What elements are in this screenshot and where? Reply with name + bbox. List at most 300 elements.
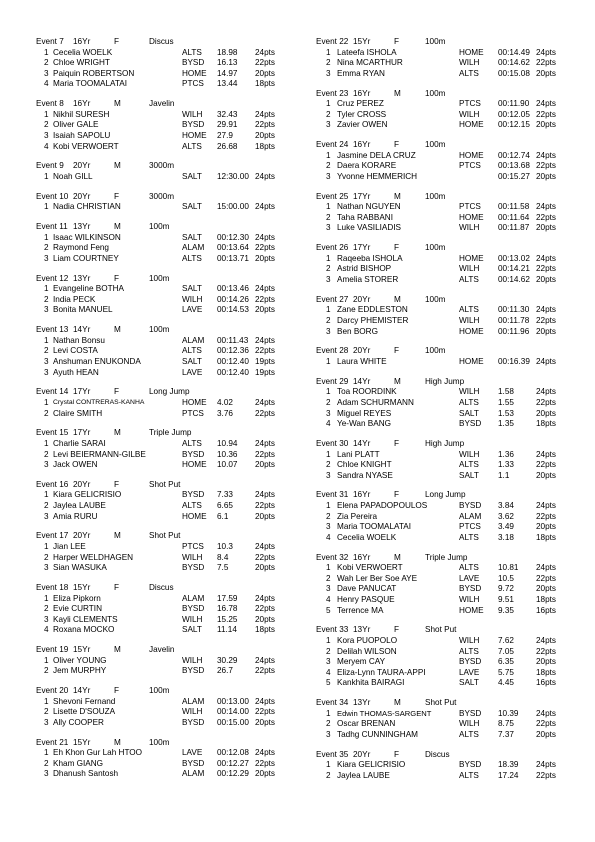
- event-header: [316, 490, 566, 501]
- result-row: [36, 594, 290, 605]
- result-place: 1: [44, 438, 49, 448]
- result-row: [36, 110, 290, 121]
- club-code: BYSD: [182, 58, 205, 68]
- club-code: WILH: [182, 655, 203, 665]
- result-mark: 10.81: [498, 563, 519, 573]
- club-code: HOME: [459, 120, 484, 130]
- event-age-group: 17Yr: [73, 387, 91, 397]
- event-number: Event 25: [316, 191, 349, 201]
- event-block: [36, 325, 290, 378]
- result-mark: 7.05: [498, 646, 514, 656]
- result-mark: 7.5: [217, 563, 229, 573]
- event-number: Event 12: [36, 273, 69, 283]
- club-code: ALAM: [459, 511, 482, 521]
- event-block: [36, 531, 290, 573]
- result-mark: 00:11.43: [217, 335, 249, 345]
- result-mark: 9.72: [498, 584, 514, 594]
- result-place: 2: [326, 109, 331, 119]
- result-place: 3: [326, 223, 331, 233]
- result-points: 24pts: [255, 109, 276, 119]
- athlete-name: Taha RABBANI: [337, 212, 393, 222]
- result-points: 20pts: [255, 563, 276, 573]
- athlete-name: Lisette D'SOUZA: [53, 707, 116, 717]
- result-points: 18pts: [536, 595, 557, 604]
- result-place: 2: [44, 666, 49, 676]
- event-name: Discus: [149, 583, 174, 592]
- result-points: 20pts: [255, 769, 276, 779]
- result-mark: 8.75: [498, 719, 514, 729]
- athlete-name: Raymond Feng: [53, 243, 109, 253]
- result-row: [316, 213, 566, 224]
- result-points: 24pts: [536, 760, 557, 770]
- result-place: 4: [326, 667, 331, 677]
- event-number: Event 17: [36, 531, 69, 541]
- club-code: ALTS: [459, 563, 479, 573]
- result-row: [316, 522, 566, 533]
- result-row: [316, 563, 566, 574]
- athlete-name: Raqeeba ISHOLA: [337, 253, 403, 263]
- result-mark: 00:16.39: [498, 356, 530, 366]
- result-mark: 6.35: [498, 657, 514, 667]
- event-number: Event 31: [316, 490, 349, 500]
- result-points: 22pts: [536, 109, 557, 119]
- event-header: [316, 140, 566, 151]
- result-place: 2: [326, 264, 331, 274]
- result-place: 3: [326, 326, 331, 336]
- event-age-group: 16Yr: [73, 99, 91, 109]
- result-place: 1: [326, 501, 331, 511]
- athlete-name: Cruz PEREZ: [337, 99, 384, 109]
- result-place: 4: [326, 595, 331, 604]
- event-name: 100m: [425, 88, 446, 98]
- athlete-name: Nadia CHRISTIAN: [53, 202, 121, 212]
- event-header: [316, 89, 566, 100]
- athlete-name: Nikhil SURESH: [53, 109, 110, 119]
- result-row: [36, 305, 290, 316]
- club-code: SALT: [182, 625, 202, 635]
- result-mark: 12:30.00: [217, 171, 249, 181]
- result-row: [36, 450, 290, 461]
- event-name: Javelin: [149, 645, 175, 655]
- event-name: 100m: [425, 294, 446, 304]
- result-place: 1: [44, 47, 49, 57]
- athlete-name: Oscar BRENAN: [337, 719, 396, 729]
- result-points: 22pts: [255, 294, 276, 304]
- result-row: [316, 316, 566, 327]
- result-points: 24pts: [536, 501, 557, 511]
- result-place: 2: [326, 646, 331, 656]
- club-code: ALTS: [459, 460, 479, 470]
- result-mark: 00:13.00: [217, 696, 249, 706]
- event-number: Event 10: [36, 191, 69, 201]
- result-place: 4: [44, 79, 49, 89]
- event-name: Long Jump: [149, 387, 190, 397]
- event-sex: F: [394, 346, 400, 356]
- result-points: 20pts: [536, 223, 557, 233]
- result-points: 20pts: [255, 614, 276, 624]
- result-mark: 00:12.05: [498, 109, 530, 119]
- result-row: [316, 584, 566, 595]
- result-points: 22pts: [255, 501, 276, 511]
- result-row: [316, 419, 566, 430]
- result-mark: 1.1: [498, 470, 510, 480]
- event-age-group: 15Yr: [73, 737, 91, 747]
- athlete-name: Kham GIANG: [53, 758, 104, 768]
- athlete-name: Wah Ler Ber Soe AYE: [337, 573, 418, 583]
- result-points: 22pts: [255, 758, 276, 768]
- athlete-name: Nathan Bonsu: [53, 335, 105, 345]
- event-header: [316, 377, 566, 388]
- result-row: [36, 439, 290, 450]
- athlete-name: Eh Khon Gur Lah HTOO: [53, 748, 143, 758]
- result-row: [36, 131, 290, 142]
- event-name: High Jump: [425, 376, 465, 386]
- result-points: 22pts: [536, 719, 557, 729]
- event-number: Event 11: [36, 222, 68, 232]
- event-block: [36, 161, 290, 182]
- result-mark: 00:11.87: [498, 223, 530, 233]
- result-mark: 1.53: [498, 408, 514, 418]
- event-sex: M: [114, 161, 121, 171]
- event-header: [316, 192, 566, 203]
- result-points: 24pts: [255, 593, 276, 603]
- result-place: 1: [326, 708, 331, 718]
- event-name: 100m: [425, 140, 446, 150]
- result-mark: 00:12.40: [217, 356, 249, 366]
- club-code: WILH: [459, 387, 480, 397]
- event-age-group: 14Yr: [353, 438, 371, 448]
- club-code: WILH: [459, 595, 480, 604]
- event-header: [36, 161, 290, 172]
- athlete-name: Dhanush Santosh: [53, 769, 119, 779]
- club-code: SALT: [182, 202, 202, 212]
- result-place: 1: [326, 563, 331, 573]
- athlete-name: Chloe WRIGHT: [53, 58, 110, 68]
- event-age-group: 20Yr: [73, 191, 91, 201]
- athlete-name: Jaylea LAUBE: [53, 501, 106, 511]
- result-mark: 29.91: [217, 120, 238, 130]
- event-header: [36, 738, 290, 749]
- result-mark: 00:11.90: [498, 99, 530, 109]
- event-sex: F: [394, 140, 400, 150]
- event-age-group: 15Yr: [73, 645, 91, 655]
- event-name: 100m: [149, 325, 170, 335]
- result-place: 2: [326, 460, 331, 470]
- club-code: WILH: [459, 58, 480, 68]
- result-mark: 00:15.08: [498, 68, 530, 78]
- event-age-group: 16Yr: [73, 37, 91, 46]
- result-place: 2: [44, 408, 49, 418]
- result-points: 24pts: [255, 490, 276, 500]
- athlete-name: Zane EDDLESTON: [337, 305, 408, 315]
- result-mark: 1.36: [498, 449, 514, 459]
- club-code: ALTS: [182, 501, 202, 511]
- result-place: 1: [326, 449, 331, 459]
- result-points: 22pts: [536, 770, 557, 780]
- result-mark: 00:14.21: [498, 264, 530, 274]
- club-code: WILH: [182, 614, 203, 624]
- athlete-name: Jian LEE: [53, 542, 86, 552]
- event-header: [316, 346, 566, 357]
- result-mark: 17.24: [498, 770, 519, 780]
- result-place: 1: [44, 655, 49, 665]
- event-block: [36, 37, 290, 90]
- result-mark: 3.49: [498, 522, 514, 532]
- athlete-name: Luke VASILIADIS: [337, 223, 402, 233]
- event-header: [36, 222, 290, 233]
- result-place: 2: [44, 501, 49, 511]
- result-row: [316, 69, 566, 80]
- club-code: ALAM: [182, 696, 205, 706]
- result-mark: 10.3: [217, 542, 233, 552]
- club-code: LAVE: [182, 367, 203, 377]
- club-code: ALTS: [459, 770, 479, 780]
- club-code: ALTS: [459, 729, 479, 739]
- result-row: [316, 387, 566, 398]
- event-block: [316, 553, 566, 617]
- result-place: 1: [44, 202, 49, 212]
- athlete-name: Terrence MA: [337, 605, 384, 615]
- result-mark: 16.78: [217, 604, 238, 614]
- athlete-name: India PECK: [53, 294, 96, 304]
- event-number: Event 20: [36, 686, 69, 696]
- result-points: 20pts: [536, 729, 557, 739]
- event-block: [316, 346, 566, 367]
- athlete-name: Bonita MANUEL: [53, 305, 113, 315]
- athlete-name: Yvonne HEMMERICH: [337, 171, 418, 181]
- club-code: ALAM: [182, 335, 205, 345]
- result-place: 3: [326, 729, 331, 739]
- result-place: 2: [326, 511, 331, 521]
- event-name: 3000m: [149, 191, 175, 201]
- event-name: Triple Jump: [425, 552, 468, 562]
- event-name: Discus: [425, 749, 450, 759]
- club-code: ALAM: [182, 243, 205, 253]
- event-age-group: 15Yr: [73, 583, 91, 592]
- athlete-name: Tyler CROSS: [337, 109, 387, 119]
- result-place: 2: [326, 573, 331, 583]
- result-points: 24pts: [255, 202, 276, 212]
- result-row: [36, 284, 290, 295]
- result-row: [36, 409, 290, 420]
- club-code: ALTS: [459, 305, 479, 315]
- result-mark: 00:15.27: [498, 171, 530, 181]
- club-code: BYSD: [459, 708, 482, 718]
- result-points: 22pts: [536, 646, 557, 656]
- result-row: [36, 542, 290, 553]
- event-sex: M: [394, 552, 401, 562]
- result-row: [36, 697, 290, 708]
- athlete-name: Charlie SARAI: [53, 438, 106, 448]
- result-place: 2: [44, 707, 49, 717]
- club-code: HOME: [182, 68, 207, 78]
- event-age-group: 17Yr: [353, 191, 371, 201]
- event-number: Event 35: [316, 749, 349, 759]
- club-code: ALAM: [182, 769, 205, 779]
- result-row: [316, 327, 566, 338]
- club-code: ALTS: [182, 253, 202, 263]
- result-points: 20pts: [255, 717, 276, 727]
- result-place: 3: [44, 769, 49, 779]
- result-mark: 00:12.27: [217, 758, 249, 768]
- result-row: [36, 398, 290, 409]
- athlete-name: Darcy PHEMISTER: [337, 316, 409, 325]
- event-sex: M: [394, 88, 401, 98]
- result-place: 1: [44, 109, 49, 119]
- event-header: [316, 750, 566, 761]
- result-row: [316, 161, 566, 172]
- result-place: 3: [44, 130, 49, 140]
- result-points: 22pts: [536, 460, 557, 470]
- result-points: 18pts: [536, 667, 557, 677]
- athlete-name: Henry PASQUE: [337, 595, 395, 604]
- athlete-name: Paiquin ROBERTSON: [53, 68, 135, 78]
- athlete-name: Eliza-Lynn TAURA-APPI: [337, 667, 426, 677]
- event-block: [36, 222, 290, 264]
- result-place: 1: [326, 202, 331, 212]
- athlete-name: Maria TOOMALATAI: [337, 522, 412, 532]
- result-points: 19pts: [255, 356, 276, 366]
- result-mark: 26.68: [217, 141, 238, 151]
- event-name: 100m: [425, 37, 446, 46]
- athlete-name: Claire SMITH: [53, 408, 103, 418]
- athlete-name: Evangeline BOTHA: [53, 284, 124, 294]
- event-header: [36, 37, 290, 48]
- club-code: ALTS: [182, 141, 202, 151]
- club-code: WILH: [459, 719, 480, 729]
- result-row: [316, 771, 566, 782]
- athlete-name: Tadhg CUNNINGHAM: [337, 729, 418, 739]
- result-mark: 10.36: [217, 449, 238, 459]
- event-age-group: 16Yr: [353, 490, 371, 500]
- result-row: [36, 707, 290, 718]
- result-mark: 00:13.68: [498, 161, 530, 171]
- athlete-name: Roxana MOCKO: [53, 625, 115, 635]
- result-place: 2: [326, 719, 331, 729]
- result-row: [316, 501, 566, 512]
- event-sex: M: [114, 531, 121, 541]
- event-number: Event 33: [316, 625, 349, 635]
- athlete-name: Zavier OWEN: [337, 120, 388, 130]
- result-place: 3: [326, 171, 331, 181]
- event-age-group: 13Yr: [73, 222, 91, 232]
- result-row: [36, 615, 290, 626]
- result-row: [316, 636, 566, 647]
- result-mark: 00:11.96: [498, 326, 530, 336]
- result-place: 2: [44, 552, 49, 562]
- athlete-name: Kankhita BAIRAGI: [337, 678, 405, 688]
- result-place: 4: [326, 532, 331, 542]
- result-mark: 00:12.40: [217, 367, 249, 377]
- event-number: Event 8: [36, 99, 64, 109]
- event-sex: M: [394, 294, 401, 304]
- result-mark: 1.35: [498, 419, 514, 429]
- event-age-group: 20Yr: [73, 479, 91, 489]
- athlete-name: Ben BORG: [337, 326, 378, 336]
- athlete-name: Dave PANUCAT: [337, 584, 397, 594]
- result-points: 22pts: [536, 316, 557, 325]
- result-row: [316, 264, 566, 275]
- club-code: SALT: [459, 470, 479, 480]
- event-number: Event 21: [36, 737, 69, 747]
- result-mark: 3.76: [217, 408, 233, 418]
- athlete-name: Astrid BISHOP: [337, 264, 392, 274]
- result-place: 1: [44, 171, 49, 181]
- result-points: 24pts: [255, 397, 276, 407]
- result-row: [36, 336, 290, 347]
- event-number: Event 14: [36, 387, 69, 397]
- result-points: 22pts: [536, 573, 557, 583]
- event-age-group: 13Yr: [73, 273, 91, 283]
- club-code: BYSD: [459, 419, 482, 429]
- athlete-name: Shevoni Fernand: [53, 696, 116, 706]
- result-mark: 15.25: [217, 614, 238, 624]
- athlete-name: Ally COOPER: [53, 717, 104, 727]
- club-code: ALTS: [182, 47, 202, 57]
- result-mark: 27.9: [217, 130, 233, 140]
- event-sex: F: [114, 686, 120, 696]
- athlete-name: Ayuth HEAN: [53, 367, 99, 377]
- result-row: [36, 243, 290, 254]
- athlete-name: Laura WHITE: [337, 356, 387, 366]
- club-code: WILH: [459, 316, 480, 325]
- result-row: [316, 398, 566, 409]
- event-block: [316, 192, 566, 234]
- event-number: Event 15: [36, 428, 69, 438]
- result-row: [36, 718, 290, 729]
- club-code: ALTS: [459, 646, 479, 656]
- event-number: Event 7: [36, 37, 64, 46]
- event-name: Shot Put: [425, 625, 457, 635]
- result-mark: 00:14.00: [217, 707, 249, 717]
- athlete-name: Kiara GELICRISIO: [337, 760, 406, 770]
- athlete-name: Eliza Pipkorn: [53, 593, 101, 603]
- result-points: 24pts: [255, 232, 276, 242]
- result-mark: 00:11.30: [498, 305, 530, 315]
- event-name: 100m: [425, 243, 446, 253]
- event-age-group: 13Yr: [353, 698, 371, 708]
- event-name: 100m: [425, 346, 446, 356]
- athlete-name: Chloe KNIGHT: [337, 460, 392, 470]
- event-number: Event 26: [316, 243, 349, 253]
- result-row: [316, 254, 566, 265]
- result-place: 1: [44, 748, 49, 758]
- result-points: 20pts: [536, 657, 557, 667]
- athlete-name: Anshuman ENUKONDA: [53, 356, 141, 366]
- result-mark: 3.62: [498, 511, 514, 521]
- event-block: [36, 428, 290, 470]
- result-row: [316, 48, 566, 59]
- event-number: Event 23: [316, 88, 349, 98]
- result-place: 2: [44, 346, 49, 356]
- event-number: Event 16: [36, 479, 69, 489]
- event-sex: F: [114, 273, 120, 283]
- result-row: [36, 553, 290, 564]
- result-mark: 00:14.26: [217, 294, 249, 304]
- result-points: 24pts: [536, 305, 557, 315]
- result-row: [36, 368, 290, 379]
- result-mark: 7.37: [498, 729, 514, 739]
- event-sex: M: [394, 191, 401, 201]
- result-row: [316, 719, 566, 730]
- club-code: HOME: [182, 130, 207, 140]
- result-place: 2: [44, 604, 49, 614]
- event-block: [316, 37, 566, 79]
- event-sex: M: [114, 645, 121, 655]
- athlete-name: Cecelia WOELK: [337, 532, 397, 542]
- result-place: 4: [326, 419, 331, 429]
- result-mark: 00:11.64: [498, 212, 530, 222]
